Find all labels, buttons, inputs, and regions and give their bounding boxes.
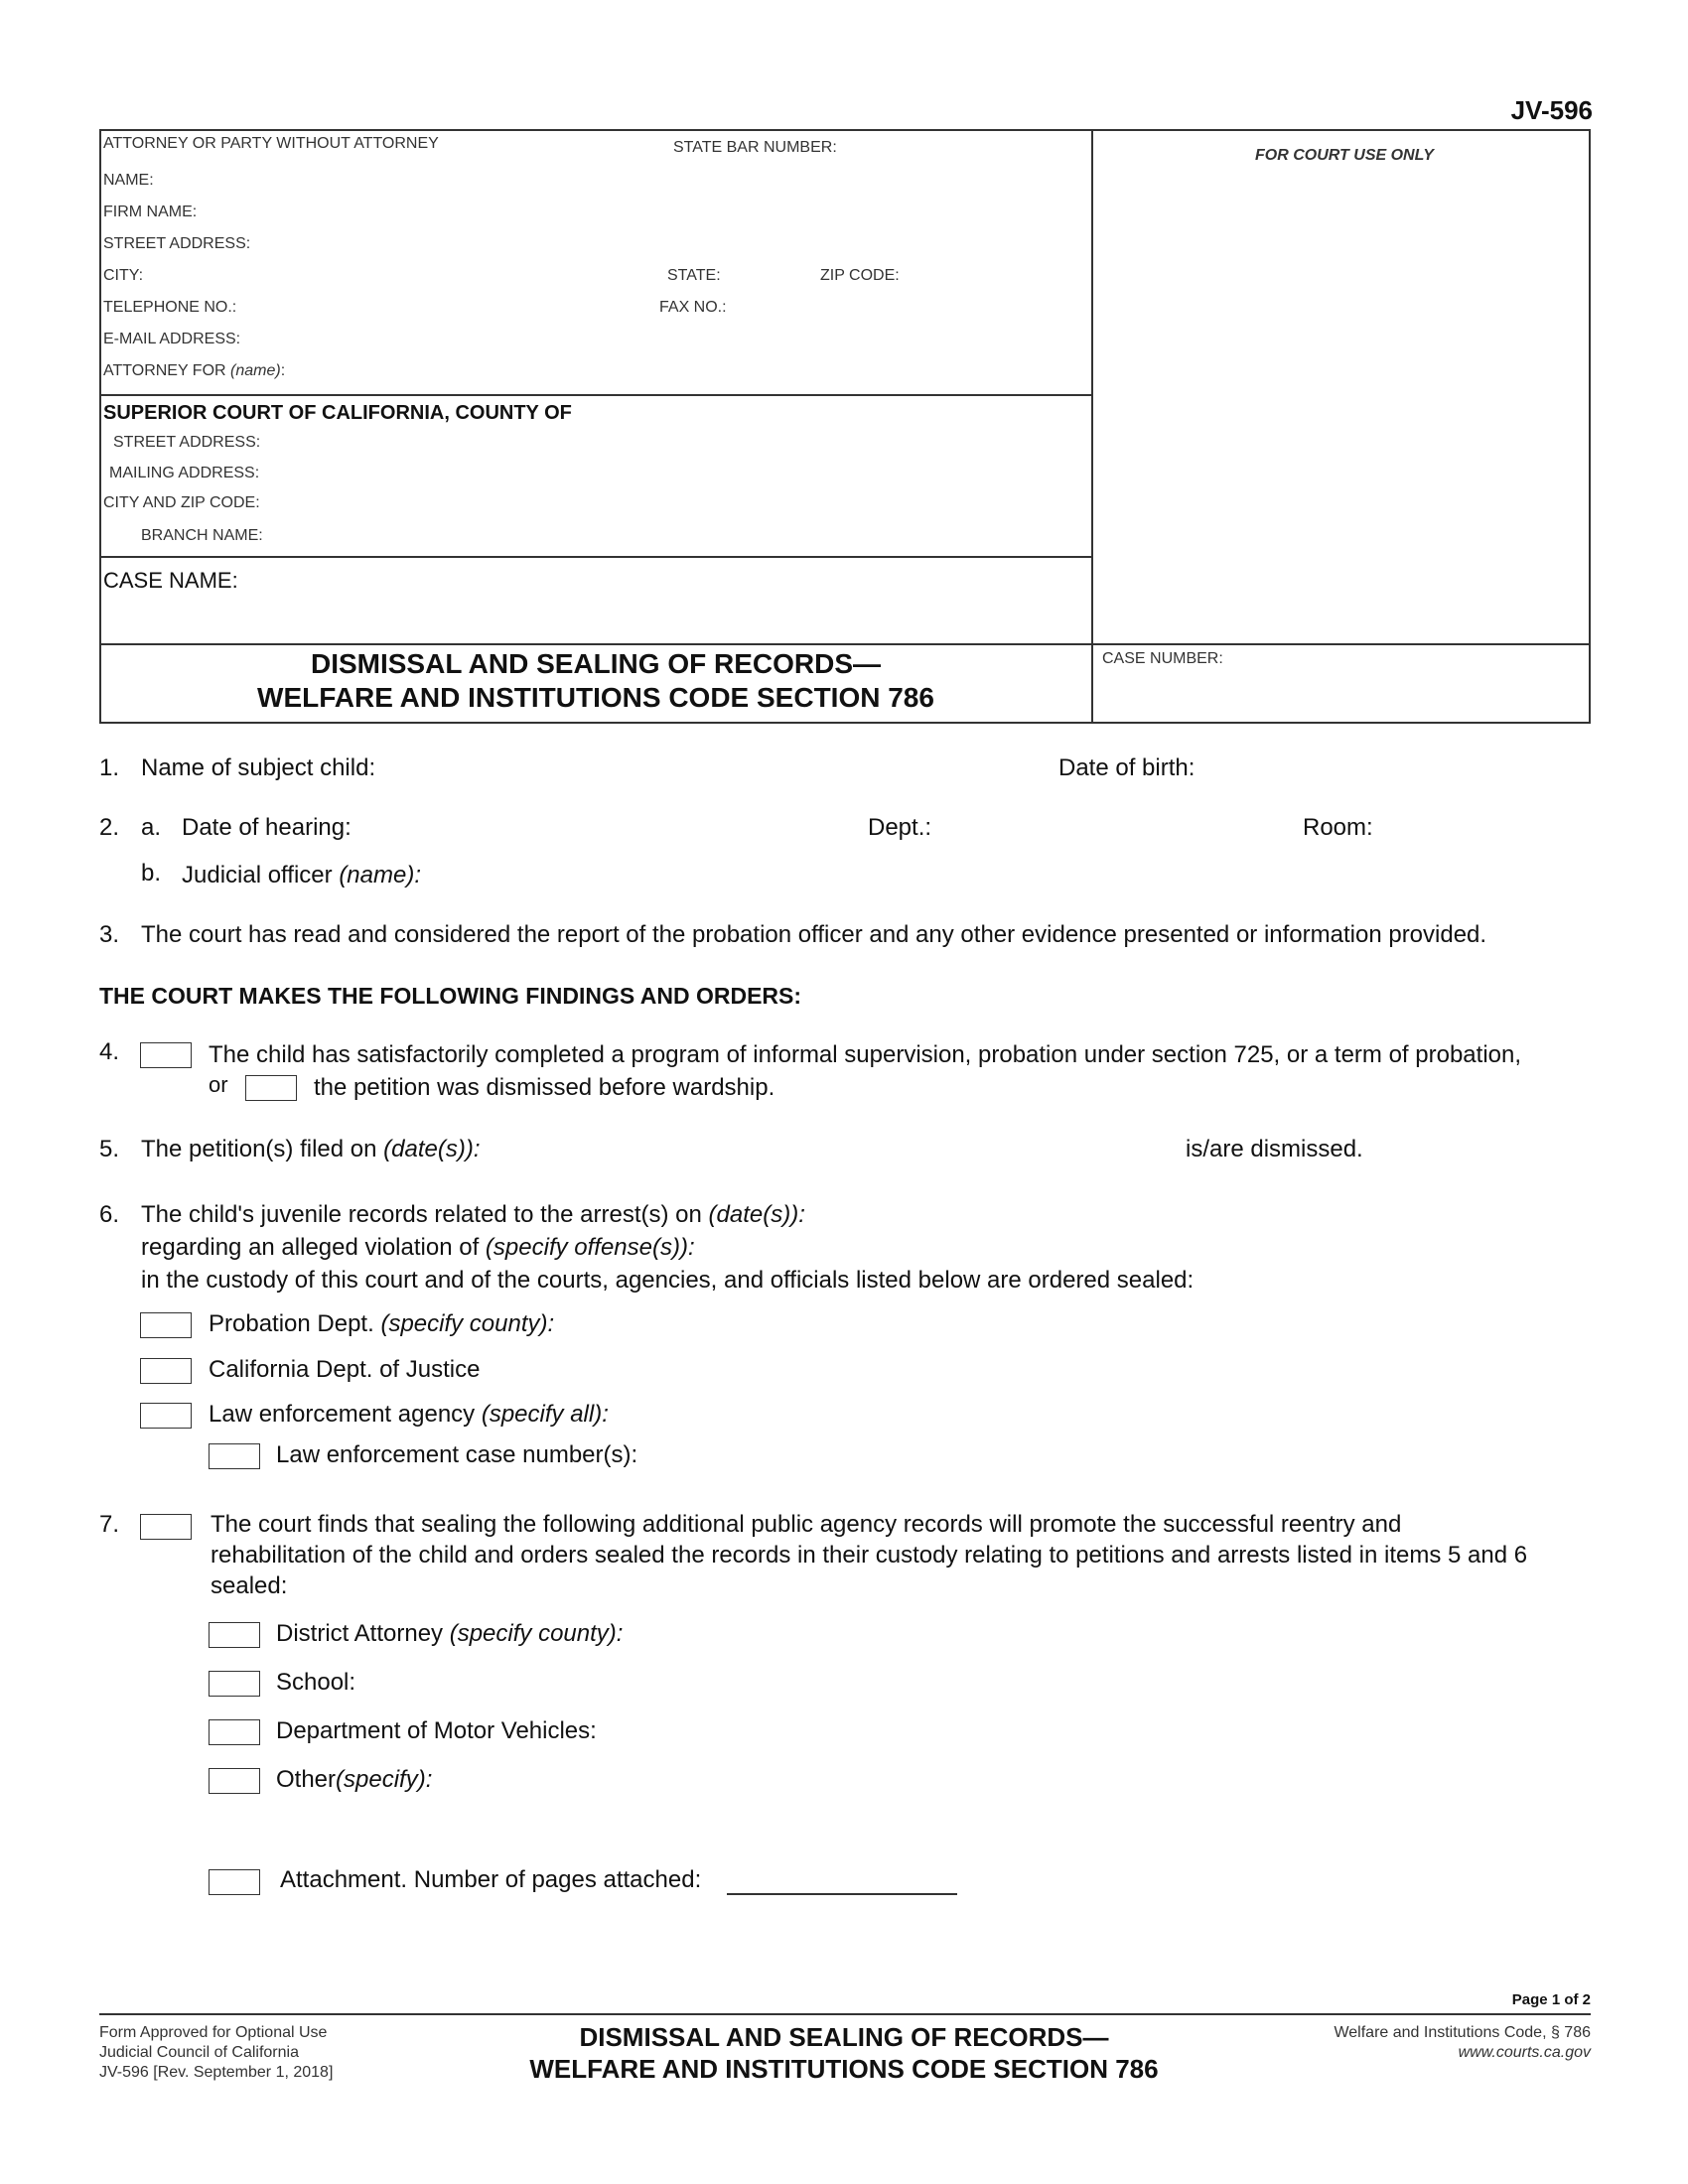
footer-title [457,2021,1231,2085]
law-case-number-checkbox[interactable] [209,1443,260,1469]
attachment-pages-field[interactable] [727,1893,957,1895]
form-title [99,647,1092,715]
probation-text: Probation Dept. [209,1310,374,1337]
item4-dismissed-checkbox[interactable] [245,1075,297,1101]
attorney-for-colon: : [280,362,286,379]
header-right-border [1589,129,1591,723]
judicial-officer-name-hint: (name): [339,862,421,888]
footer-approved: Form Approved for Optional Use [99,2024,328,2041]
header-bottom-border [99,722,1591,724]
dmv-checkbox[interactable] [209,1719,260,1745]
footer-revision: JV-596 [Rev. September 1, 2018] [99,2064,334,2081]
footer-divider [99,2013,1591,2015]
court-section-divider [99,394,1092,396]
probation-county-hint: (specify county): [380,1310,555,1337]
header-column-divider [1091,129,1093,723]
other-spec-hint: (specify): [336,1766,433,1793]
item7-line1: The court finds that sealing the following additional public agency records will promote the successful reentry and [211,1511,1402,1538]
footer-title-line2: WELFARE AND INSTITUTIONS CODE SECTION 786 [529,2054,1159,2084]
case-number-label[interactable]: CASE NUMBER: [1102,650,1223,667]
attachment-label: Attachment. Number of pages attached: [280,1866,702,1893]
item2a-letter: a. [141,814,162,841]
footer-title-line1: DISMISSAL AND SEALING OF RECORDS— [579,2022,1109,2052]
street-address-label[interactable]: STREET ADDRESS: [103,235,251,252]
law-enforcement-checkbox[interactable] [140,1403,192,1429]
item6-line1-text: The child's juvenile records related to the arrest(s) on [141,1201,702,1228]
item2-number: 2. [99,814,120,841]
form-id: JV-596 [1510,95,1593,125]
item4-completed-checkbox[interactable] [140,1042,192,1068]
judicial-officer-text: Judicial officer [182,862,333,888]
city-label[interactable]: CITY: [103,267,144,284]
school-checkbox[interactable] [209,1671,260,1697]
court-street-label[interactable]: STREET ADDRESS: [113,434,261,451]
item5-dates-hint: (date(s)): [383,1136,481,1162]
law-enforcement-text: Law enforcement agency [209,1401,476,1428]
footer-url[interactable]: www.courts.ca.gov [1458,2044,1591,2061]
findings-heading: THE COURT MAKES THE FOLLOWING FINDINGS AND ORDERS: [99,983,802,1009]
footer-left [99,2023,333,2083]
law-enforcement-label[interactable] [209,1401,609,1429]
item6-line2-text: regarding an alleged violation of [141,1234,480,1261]
law-enforcement-spec-hint: (specify all): [481,1401,609,1428]
dmv-label[interactable]: Department of Motor Vehicles: [276,1717,597,1744]
header-left-border [99,129,101,723]
child-name-label[interactable]: Name of subject child: [141,754,376,781]
fax-label[interactable]: FAX NO.: [659,299,727,316]
item6-number: 6. [99,1201,120,1228]
court-branch-label[interactable]: BRANCH NAME: [141,527,263,544]
item6-offense-hint: (specify offense(s)): [485,1234,695,1261]
item4-text2: the petition was dismissed before wardship. [314,1074,775,1101]
name-label[interactable]: NAME: [103,172,154,189]
attorney-for-name: (name) [230,362,281,379]
state-bar-label: STATE BAR NUMBER: [673,139,837,156]
item6-dates-hint: (date(s)): [708,1201,805,1228]
doj-label: California Dept. of Justice [209,1356,481,1383]
item4-text: The child has satisfactorily completed a program of informal supervision, probation under section 725, or a term of probation, [209,1041,1522,1068]
dept-label[interactable]: Dept.: [868,814,932,841]
title-row-divider [99,643,1591,645]
item7-line2: rehabilitation of the child and orders sealed the records in their custody relating to petitions and arrests listed in items 5 and 6 [211,1542,1528,1569]
item3-number: 3. [99,921,120,948]
court-use-label: FOR COURT USE ONLY [1255,147,1434,164]
other-label[interactable] [276,1766,432,1794]
probation-checkbox[interactable] [140,1312,192,1338]
item6-line2[interactable] [141,1234,695,1262]
hearing-date-label[interactable]: Date of hearing: [182,814,352,841]
header-top-border [99,129,1591,131]
item7-checkbox[interactable] [140,1514,192,1540]
zip-code-label[interactable]: ZIP CODE: [820,267,900,284]
item1-number: 1. [99,754,120,781]
doj-checkbox[interactable] [140,1358,192,1384]
other-text: Other [276,1766,337,1793]
item6-line3: in the custody of this court and of the courts, agencies, and officials listed below are ordered sealed: [141,1267,1195,1294]
probation-label[interactable] [209,1310,554,1338]
item4-number: 4. [99,1038,120,1065]
judicial-officer-label[interactable] [182,862,421,889]
footer-right [1334,2023,1591,2063]
court-mailing-label[interactable]: MAILING ADDRESS: [109,465,260,481]
district-attorney-checkbox[interactable] [209,1622,260,1648]
district-attorney-text: District Attorney [276,1620,444,1647]
room-label[interactable]: Room: [1303,814,1373,841]
court-title: SUPERIOR COURT OF CALIFORNIA, COUNTY OF [103,402,572,424]
footer-code: Welfare and Institutions Code, § 786 [1334,2024,1591,2041]
item5-end: is/are dismissed. [1186,1136,1363,1162]
item7-line3: sealed: [211,1572,288,1599]
state-label[interactable]: STATE: [667,267,721,284]
form-title-line2: WELFARE AND INSTITUTIONS CODE SECTION 786 [257,682,934,713]
page-number: Page 1 of 2 [1511,1991,1591,2008]
telephone-label[interactable]: TELEPHONE NO.: [103,299,237,316]
dob-label[interactable]: Date of birth: [1058,754,1196,781]
item5-number: 5. [99,1136,120,1162]
district-attorney-label[interactable] [276,1620,623,1648]
item6-line1[interactable] [141,1201,805,1229]
item2b-letter: b. [141,860,162,887]
footer-council: Judicial Council of California [99,2044,299,2061]
case-name-divider [99,556,1092,558]
case-name-label[interactable]: CASE NAME: [103,568,238,593]
item3-text: The court has read and considered the report of the probation officer and any other evidence presented or information provided. [141,921,1487,948]
firm-name-label[interactable]: FIRM NAME: [103,204,198,220]
item5-text: The petition(s) filed on [141,1136,377,1162]
form-title-line1: DISMISSAL AND SEALING OF RECORDS— [310,648,882,679]
school-label[interactable]: School: [276,1669,356,1696]
item5-label[interactable] [141,1136,481,1163]
item7-number: 7. [99,1511,120,1538]
court-city-label[interactable]: CITY AND ZIP CODE: [103,494,260,511]
district-attorney-county-hint: (specify county): [449,1620,624,1647]
attorney-label: ATTORNEY OR PARTY WITHOUT ATTORNEY [103,135,439,152]
email-label[interactable]: E-MAIL ADDRESS: [103,331,241,347]
attorney-for-label[interactable] [103,362,285,380]
item4-or: or [209,1072,228,1097]
law-case-number-label[interactable]: Law enforcement case number(s): [276,1441,638,1468]
other-checkbox[interactable] [209,1768,260,1794]
attorney-for-text: ATTORNEY FOR [103,362,226,379]
attachment-checkbox[interactable] [209,1869,260,1895]
